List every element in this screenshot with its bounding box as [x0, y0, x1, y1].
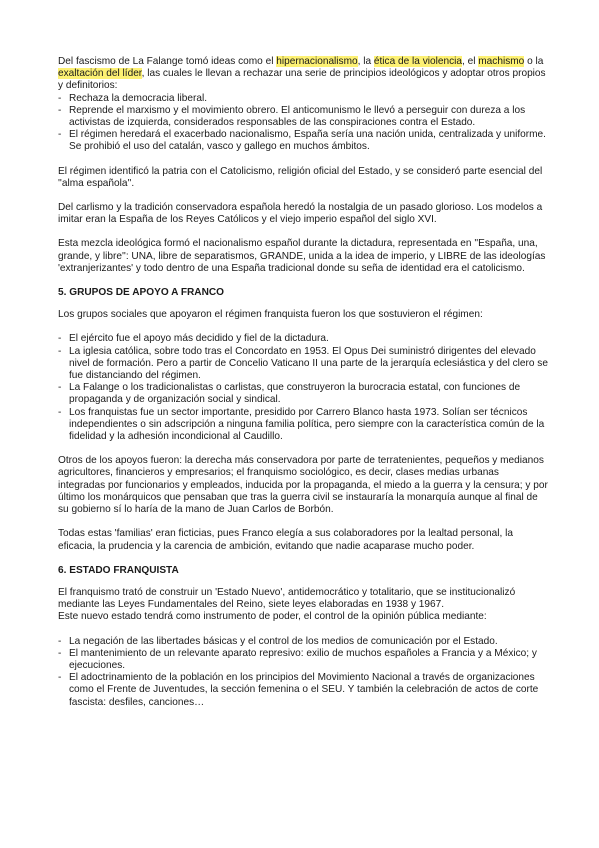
state-instruments-list: [58, 636, 548, 709]
intro-text: o la: [524, 56, 544, 67]
highlight-hipernacionalismo: hipernacionalismo: [276, 56, 358, 67]
intro-text: Del fascismo de La Falange tomó ideas como el: [58, 56, 277, 67]
list-item: - Rechaza la democracia liberal.: [58, 93, 548, 105]
list-item: - La iglesia católica, sobre todo tras el Concordato en 1953. El Opus Dei suministró dirigentes del elevado nivel de formación. Pero a partir de Concelio Vaticano II una parte de la jerarquía eclesiástica y del clero se fue distanciando del régimen.: [58, 346, 548, 383]
section-5-intro: Los grupos sociales que apoyaron el régimen franquista fueron los que sostuvieron el régimen:: [58, 309, 483, 321]
intro-text: , el: [461, 56, 479, 67]
list-item: - Reprende el marxismo y el movimiento obrero. El anticomunismo le llevó a perseguir con dureza a los activistas de izquierda, considerados responsables de las conspiraciones contra el Estado.: [58, 105, 548, 129]
list-item: - El ejército fue el apoyo más decidido y fiel de la dictadura.: [58, 333, 548, 345]
list-item: - El mantenimiento de un relevante aparato represivo: exilio de muchos españoles a Francia y a México; y ejecuciones.: [58, 648, 548, 672]
intro-paragraph: [58, 56, 548, 93]
paragraph-mezcla: Esta mezcla ideológica formó el nacionalismo español durante la dictadura, representada en ''España, una, grande, y libre'': UNA, libre de separatismos, GRANDE, unida a la idea de imperio, y LIBRE de las ideologías 'extranjerizantes' y todo dentro de una España tradicional donde su seña de identidad era el catolicismo.: [58, 238, 546, 274]
principles-list: [58, 93, 548, 154]
list-item: - Los franquistas fue un sector importante, presidido por Carrero Blanco hasta 1973. Solían ser técnicos independientes o sin adscripción a ninguna familia política, pero siempre con la característica común de la fidelidad y la adhesión incondicional al Caudillo.: [58, 407, 548, 444]
document-body: [58, 56, 548, 721]
intro-text: , la: [357, 56, 374, 67]
section-6-heading: 6. ESTADO FRANQUISTA: [58, 564, 179, 576]
list-item: - La Falange o los tradicionalistas o carlistas, que construyeron la burocracia estatal, con funciones de propaganda y de organización social y sindical.: [58, 382, 548, 406]
support-groups-list: [58, 333, 548, 443]
list-item: - El régimen heredará el exacerbado nacionalismo, España sería una nación unida, centralizada y uniforme. Se prohibió el uso del catalán, vasco y gallego en muchos ámbitos.: [58, 129, 548, 153]
section-5-heading: 5. GRUPOS DE APOYO A FRANCO: [58, 287, 225, 299]
highlight-machismo: machismo: [478, 56, 525, 67]
paragraph-familias: Todas estas 'familias' eran ficticias, pues Franco elegía a sus colaboradores por la lealtad personal, la eficacia, la prudencia y la carencia de ambición, evitando que nadie acaparase mucho poder.: [58, 528, 513, 552]
section-6-intro-2: Este nuevo estado tendrá como instrumento de poder, el control de la opinión pública mediante:: [58, 611, 487, 623]
paragraph-carlismo: Del carlismo y la tradición conservadora española heredó la nostalgia de un pasado glorioso. Los modelos a imitar eran la España de los Reyes Católicos y el viejo imperio español del siglo XVI.: [58, 202, 543, 226]
paragraph-otros-apoyos: Otros de los apoyos fueron: la derecha más conservadora por parte de terratenientes, pequeños y medianos agricultores, financieros y empresarios; el franquismo sociológico, es decir, clases medias urbanas integradas por funcionarios y empleados, inducida por la propaganda, el miedo a la guerra y la censura; y por último los monárquicos que pensaban que tras la guerra civil se instauraría la monarquía aunque al final de su gobierno sí lo haría de la mano de Juan Carlos de Borbón.: [58, 455, 548, 516]
highlight-etica-violencia: ética de la violencia: [373, 56, 462, 67]
highlight-exaltacion-lider: exaltación del líder: [58, 68, 142, 80]
paragraph-catolicismo: El régimen identificó la patria con el Catolicismo, religión oficial del Estado, y se consideró parte esencial del ''alma española''.: [58, 165, 543, 189]
list-item: - El adoctrinamiento de la población en los principios del Movimiento Nacional a través de organizaciones como el Frente de Juventudes, la sección femenina o el SEU. Y también la celebración de actos de corte fascista: desfiles, canciones…: [58, 672, 548, 709]
section-6-intro: El franquismo trató de construir un 'Estado Nuevo', antidemocrático y totalitario, que se institucionalizó mediante las Leyes Fundamentales del Reino, siete leyes elaboradas en 1938 y 1967.: [58, 586, 516, 611]
list-item: - La negación de las libertades básicas y el control de los medios de comunicación por el Estado.: [58, 636, 548, 648]
intro-text: , las cuales le llevan a rechazar una serie de principios ideológicos y adoptar otros propios y definitorios:: [58, 68, 546, 92]
